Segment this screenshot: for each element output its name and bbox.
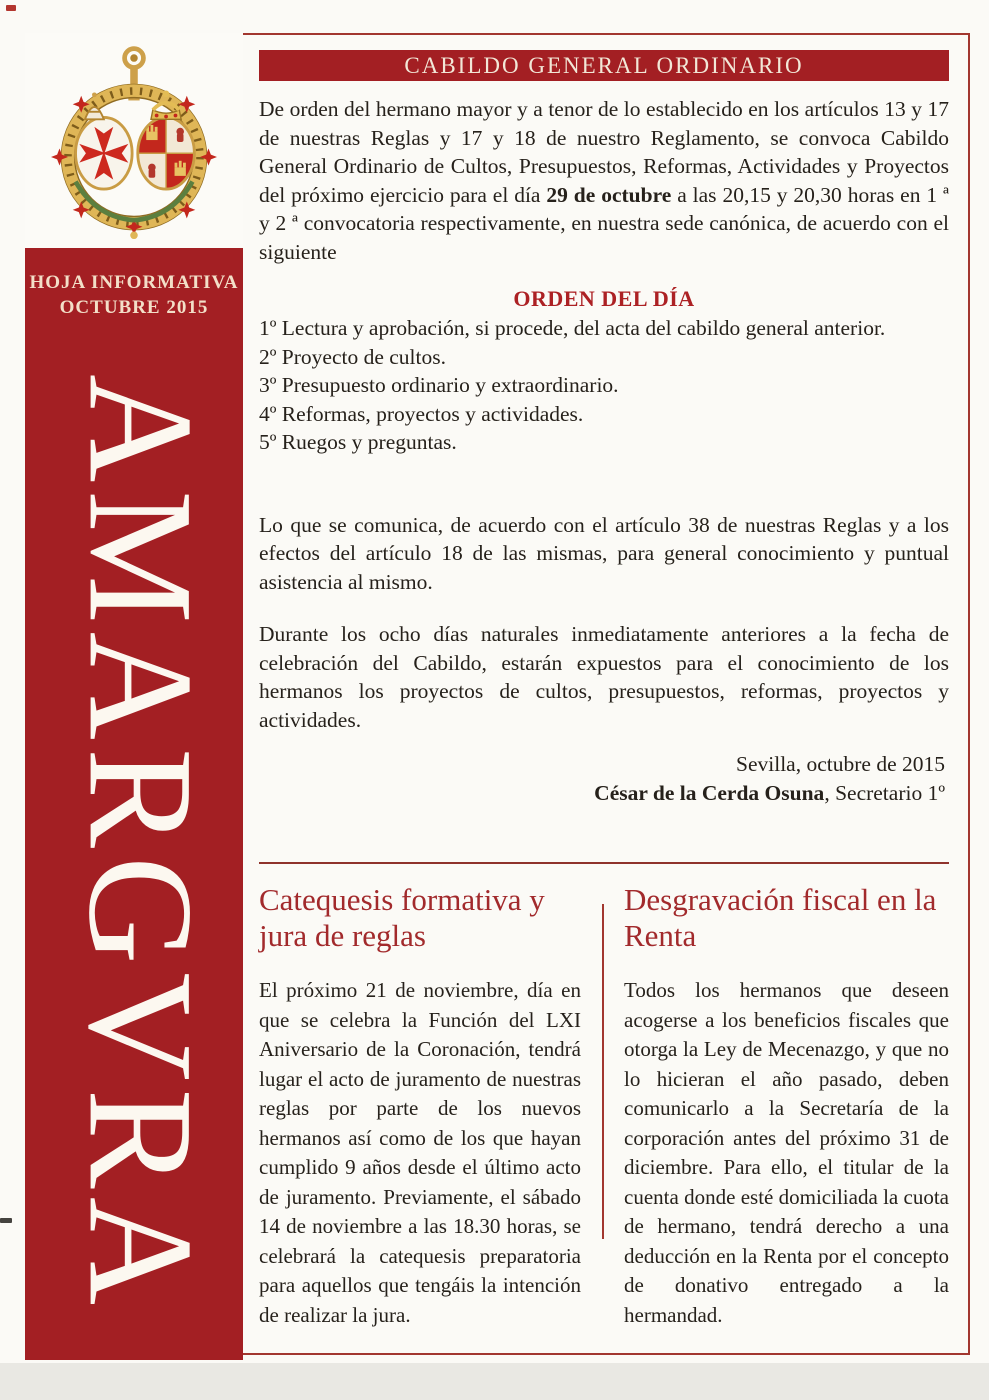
articles-section [259,864,949,1330]
intro-text-pre: De orden del hermano mayor y a tenor de lo establecido en los artículos 13 y 17 de nuestras Reglas y 17 y 18 de nuestro Reglamento, se convoca Cabildo General Ordinario de Cultos, Presupuestos, Reformas, Actividades y Proyectos del próximo ejercicio para el día [259,97,949,207]
scan-artifact-mark [0,1218,12,1223]
article-right [624,864,949,1330]
signature-name: César de la Cerda Osuna [594,781,825,805]
intro-text-bold-date: 29 de octubre [546,182,672,207]
agenda-list [259,314,949,457]
issue-date: OCTUBRE 2015 [59,297,209,318]
agenda-item: 4º Reformas, proyectos y actividades. [259,401,584,426]
main-content [259,33,949,1330]
brotherhood-crest-icon [49,42,219,240]
scanner-background [0,1363,989,1400]
issue-title: HOJA INFORMATIVA [29,272,239,293]
column-divider [602,904,604,1239]
article-body: Todos los hermanos que deseen acogerse a los beneficios fiscales que otorga la Ley de Mecenazgo, y que no lo hicieran el año pasado, deben comunicarlo a la Secretaría de la corporación antes del próximo 31 de diciembre. Para ello, el titular de la cuenta donde esté domiciliada la cuota de hermano, tendrá derecho a una deducción en la Renta por el concepto de donativo entregado a la hermandad. [624,978,949,1327]
crest-area [25,33,243,248]
brand-vertical-wordmark: AMARGVRA [57,374,224,1314]
agenda-title: ORDEN DEL DÍA [513,286,695,311]
article-title: Desgravación fiscal en la Renta [624,882,937,953]
article-left [259,864,581,1330]
article-body: El próximo 21 de noviembre, día en que se celebra la Función del LXI Aniversario de la Coronación, tendrá lugar el acto de juramento de nuestras reglas por parte de los nuevos hermanos así como de los que hayan cumplido 9 años desde el último acto de juramento. Previamente, el sábado 14 de noviembre a las 18.30 horas, se celebrará la catequesis preparatoria para aquellos que tengáis la intención de realizar la jura. [259,978,581,1327]
signature-role: , Secretario 1º [824,781,945,805]
agenda-item: 2º Proyecto de cultos. [259,344,446,369]
agenda-item: 5º Ruegos y preguntas. [259,430,457,454]
notice-paragraph-2: Durante los ocho días naturales inmediatamente anteriores a la fecha de celebración del Cabildo, estarán expuestos para el conocimiento de los hermanos los proyectos de cultos, presupuestos, reformas, proyectos y actividades. [259,622,949,732]
signature-place-date: Sevilla, octubre de 2015 [736,752,945,776]
signature-block [259,750,949,808]
agenda-item: 3º Presupuesto ordinario y extraordinario. [259,373,619,397]
signature-line [259,779,945,808]
agenda-item: 1º Lectura y aprobación, si procede, del acta del cabildo general anterior. [259,316,886,340]
masthead-red-band [25,248,243,1360]
notice-paragraph-1: Lo que se comunica, de acuerdo con el artículo 38 de nuestras Reglas y a los efectos del artículo 18 de las mismas, para general conocimiento y puntual asistencia al mismo. [259,512,949,594]
intro-text-post: a las 20,15 y 20,30 horas en 1 ª y 2 ª convocatoria respectivamente, en nuestra sede canónica, de acuerdo con el siguiente [259,182,949,264]
scan-artifact-speck [6,5,16,11]
article-title: Catequesis formativa y jura de reglas [259,882,545,953]
section-header-bar: CABILDO GENERAL ORDINARIO [259,50,949,81]
issue-info [25,248,243,320]
masthead-sidebar [25,33,243,1360]
intro-paragraph [259,95,949,266]
